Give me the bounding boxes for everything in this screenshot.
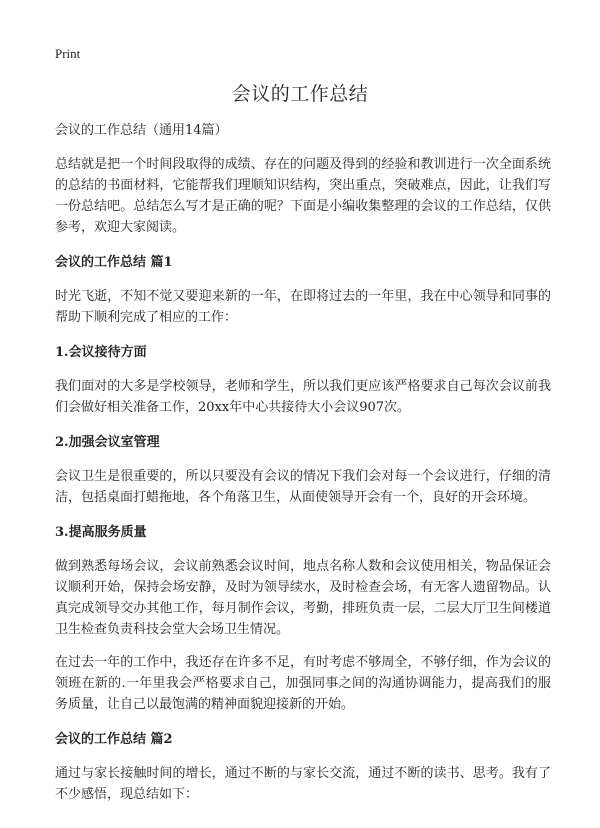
paragraph: 时光飞逝，不知不觉又要迎来新的一年，在即将过去的一年里，我在中心领导和同事的帮助下顺利完成了相应的工作： bbox=[55, 289, 551, 325]
section-heading: 2.加强会议室管理 bbox=[55, 435, 160, 450]
section-heading: 会议的工作总结 篇2 bbox=[55, 732, 173, 747]
paragraph: 我们面对的大多是学校领导，老师和学生，所以我们更应该严格要求自己每次会议前我们会做好相关准备工作，20xx年中心共接待大小会议907次。 bbox=[55, 379, 551, 415]
paragraph: 通过与家长接触时间的增长，通过不断的与家长交流，通过不断的读书、思考。我有了不少感悟，现总结如下： bbox=[55, 766, 551, 802]
article-body bbox=[55, 112, 551, 805]
intro-paragraph: 总结就是把一个时间段取得的成绩、存在的问题及得到的经验和教训进行一次全面系统的总结的书面材料，它能帮我们理顺知识结构，突出重点，突破难点，因此，让我们写一份总结吧。总结怎么写才是正确的呢？下面是小编收集整理的会议的工作总结，仅供参考，欢迎大家阅读。 bbox=[55, 157, 551, 235]
section-heading: 会议的工作总结 篇1 bbox=[55, 255, 173, 270]
paragraph: 会议卫生是很重要的，所以只要没有会议的情况下我们会对每一个会议进行，仔细的清洁，包括桌面打蜡拖地，各个角落卫生，从面使领导开会有一个，良好的开会环境。 bbox=[55, 469, 551, 505]
section-heading: 1.会议接待方面 bbox=[55, 345, 147, 360]
article-subtitle: 会议的工作总结（通用14篇） bbox=[55, 123, 228, 138]
paragraph: 在过去一年的工作中，我还存在许多不足，有时考虑不够周全，不够仔细，作为会议的领班在新的.一年里我会严格要求自己，加强同事之间的沟通协调能力，提高我们的服务质量，让自己以最饱满的精神面貌迎接新的开始。 bbox=[55, 655, 551, 712]
page-title: 会议的工作总结 bbox=[231, 83, 369, 105]
print-link[interactable]: Print bbox=[55, 46, 81, 61]
paragraph: 做到熟悉每场会议，会议前熟悉会议时间，地点名称人数和会议使用相关，物品保证会议顺利开始，保持会场安静，及时为领导续水，及时检查会场，有无客人遗留物品。认真完成领导交办其他工作，每月制作会议，考勤，排班负责一层，二层大厅卫生间楼道卫生检查负责科技会堂大会场卫生情况。 bbox=[55, 559, 551, 637]
section-heading: 3.提高服务质量 bbox=[55, 525, 147, 540]
